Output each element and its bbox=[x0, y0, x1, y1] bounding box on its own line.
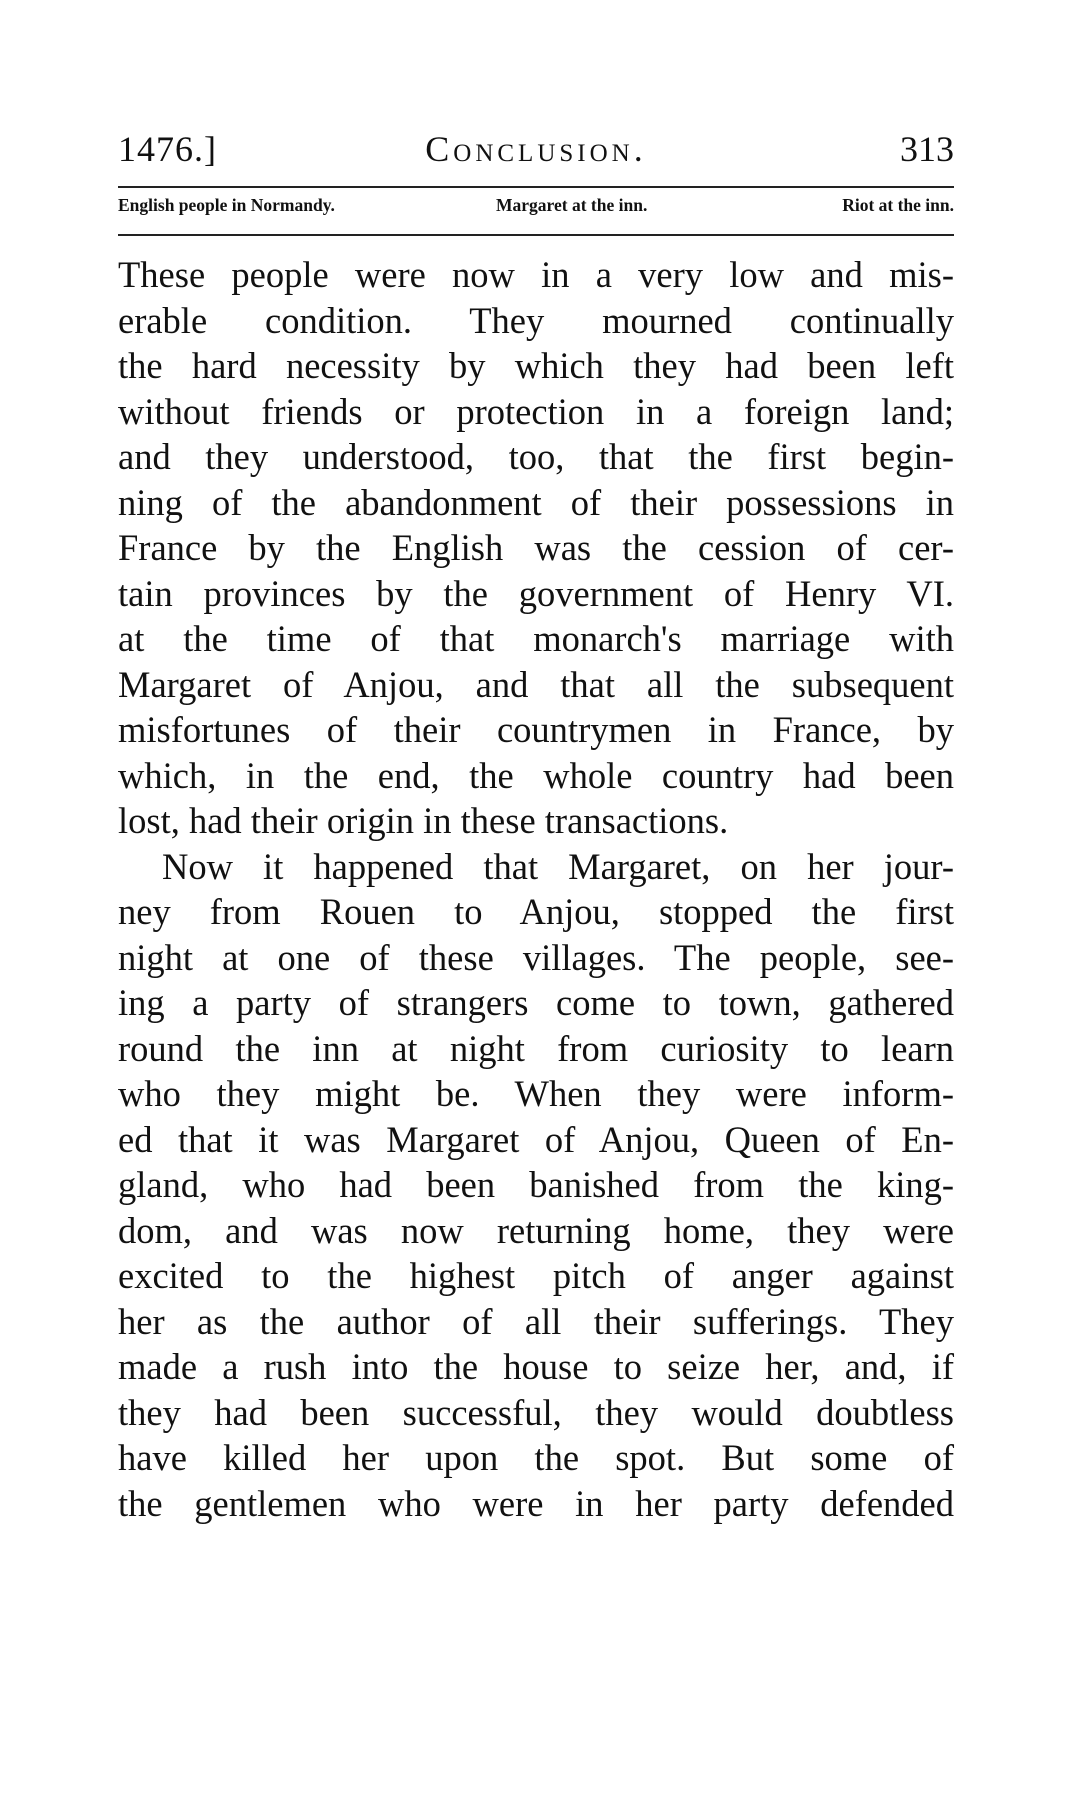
text-line: without friends or protection in a foreign land; bbox=[118, 390, 954, 432]
text-line: which, in the end, the whole country had been bbox=[118, 754, 954, 796]
body-text bbox=[118, 252, 954, 1526]
text-line: lost, had their origin in these transactions. bbox=[118, 800, 729, 841]
text-line: excited to the highest pitch of anger against bbox=[118, 1255, 954, 1296]
text-line: have killed her upon the spot. But some of bbox=[118, 1437, 954, 1478]
text-line: and they understood, too, that the first begin- bbox=[118, 436, 954, 477]
text-line: Now it happened that Margaret, on her jour- bbox=[162, 845, 954, 887]
text-line: made a rush into the house to seize her, and, if bbox=[118, 1346, 954, 1387]
header-title: Conclusion. bbox=[425, 129, 647, 169]
subhead-english-people: English people in Normandy. bbox=[118, 195, 335, 215]
marginal-subheads bbox=[118, 195, 954, 229]
paragraph-2 bbox=[118, 844, 954, 1527]
text-line: dom, and was now returning home, they were bbox=[118, 1209, 954, 1251]
page-number: 313 bbox=[900, 129, 954, 169]
text-line: who they might be. When they were inform- bbox=[118, 1073, 954, 1114]
text-line: her as the author of all their sufferings. They bbox=[118, 1300, 954, 1342]
text-line: ing a party of strangers come to town, gathered bbox=[118, 982, 954, 1023]
text-line: night at one of these villages. The people, see- bbox=[118, 936, 954, 978]
book-page bbox=[118, 0, 954, 1796]
text-line: ney from Rouen to Anjou, stopped the first bbox=[118, 891, 954, 932]
text-line: ning of the abandonment of their possessions in bbox=[118, 481, 954, 523]
text-line: round the inn at night from curiosity to learn bbox=[118, 1027, 954, 1069]
header-rule-top bbox=[118, 186, 954, 188]
text-line: ed that it was Margaret of Anjou, Queen of En- bbox=[118, 1118, 954, 1160]
text-line: Margaret of Anjou, and that all the subsequent bbox=[118, 663, 954, 705]
text-line: they had been successful, they would doubtless bbox=[118, 1391, 954, 1433]
subhead-margaret-inn: Margaret at the inn. bbox=[496, 195, 648, 215]
text-line: tain provinces by the government of Henry VI. bbox=[118, 572, 954, 614]
text-line: These people were now in a very low and mis- bbox=[118, 254, 954, 295]
running-head bbox=[118, 128, 954, 178]
text-line: the hard necessity by which they had been left bbox=[118, 345, 954, 386]
text-line: gland, who had been banished from the king- bbox=[118, 1164, 954, 1205]
text-line: the gentlemen who were in her party defended bbox=[118, 1482, 954, 1524]
header-rule-bottom bbox=[118, 234, 954, 236]
text-line: erable condition. They mourned continually bbox=[118, 299, 954, 341]
text-line: France by the English was the cession of cer- bbox=[118, 527, 954, 568]
header-year: 1476.] bbox=[118, 129, 217, 169]
text-line: misfortunes of their countrymen in France, by bbox=[118, 709, 954, 750]
paragraph-1 bbox=[118, 252, 954, 844]
text-line: at the time of that monarch's marriage with bbox=[118, 618, 954, 659]
subhead-riot-inn: Riot at the inn. bbox=[842, 195, 954, 215]
